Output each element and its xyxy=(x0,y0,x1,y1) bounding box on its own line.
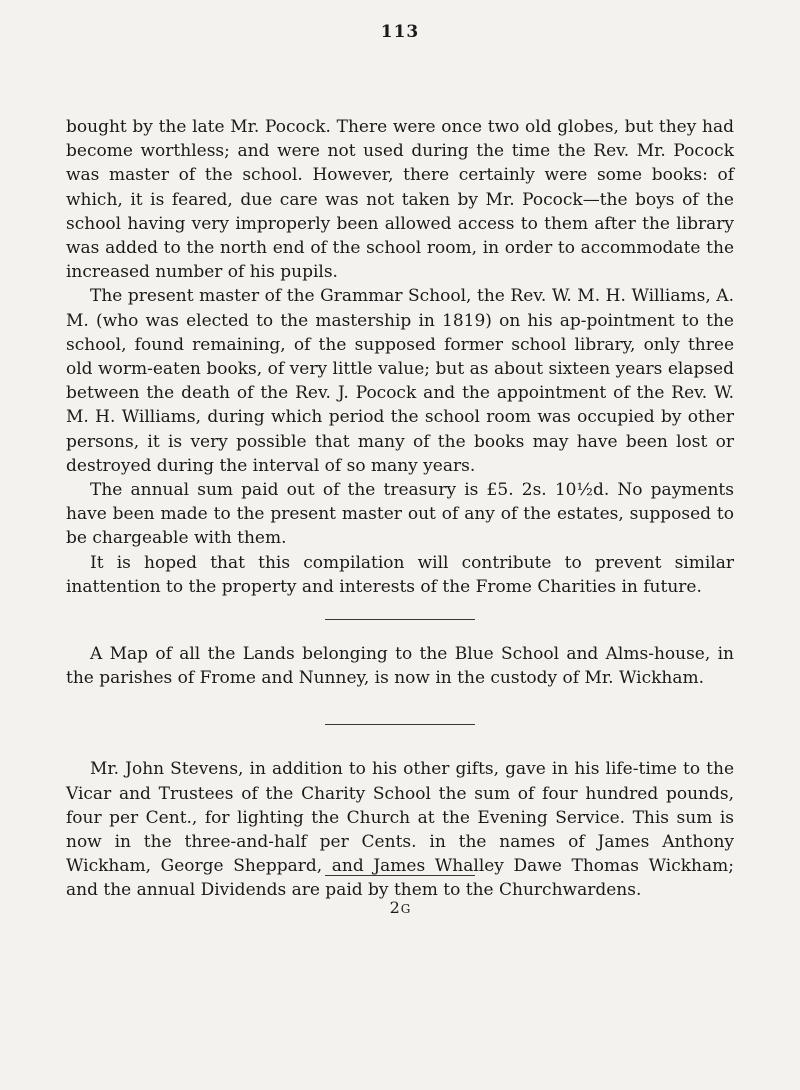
paragraph-hoped-compilation: It is hoped that this compilation will contribute to prevent similar inattention to the property and interests of the Frome Charities in future. xyxy=(66,552,734,597)
printer-signature-mark xyxy=(0,898,800,917)
paragraph-present-master: The present master of the Grammar School, the Rev. W. M. H. Williams, A. M. (who was elected to the mastership in 1819) on his ap-pointment to the school, found remaining, of the supposed former school library, only three old worm-eaten books, of very little value; but as about sixteen years elapsed between the death of the Rev. J. Pocock and the appointment of the Rev. W. M. H. Williams, during which period the school room was occupied by other persons, it is very possible that many of the books may have been lost or destroyed during the interval of so many years. xyxy=(66,286,734,476)
section-divider xyxy=(325,724,475,725)
paragraph-john-stevens: Mr. John Stevens, in addition to his other gifts, gave in his life-time to the Vicar and Trustees of the Charity School the sum of four hundred pounds, four per Cent., for lighting the Church at the Evening Service. This sum is now in the three-and-half per Cents. in the names of James Anthony Wickham, George Sheppard, and James Whalley Dawe Thomas Wickham; and the annual Dividends are paid by them to the Churchwardens. xyxy=(66,759,734,901)
paragraph-map: A Map of all the Lands belonging to the Blue School and Alms-house, in the parishes of Frome and Nunney, is now in the custody of Mr. Wickham. xyxy=(66,644,734,689)
page-number: 113 xyxy=(380,22,420,42)
paragraph-annual-sum: The annual sum paid out of the treasury is £5. 2s. 10½d. No payments have been made to the present master out of any of the estates, supposed to be chargeable with them. xyxy=(66,480,734,549)
signature-letter: G xyxy=(400,902,411,916)
section-divider xyxy=(325,875,475,876)
body-text xyxy=(66,115,734,903)
section-divider xyxy=(325,619,475,620)
signature-number: 2 xyxy=(389,898,401,917)
paragraph-globes-books: bought by the late Mr. Pocock. There were once two old globes, but they had become worthless; and were not used during the time the Rev. Mr. Pocock was master of the school. However, there certainly were some books: of which, it is feared, due care was not taken by Mr. Pocock—the boys of the school having very improperly been allowed access to them after the library was added to the north end of the school room, in order to accommodate the increased number of his pupils. xyxy=(66,117,734,283)
